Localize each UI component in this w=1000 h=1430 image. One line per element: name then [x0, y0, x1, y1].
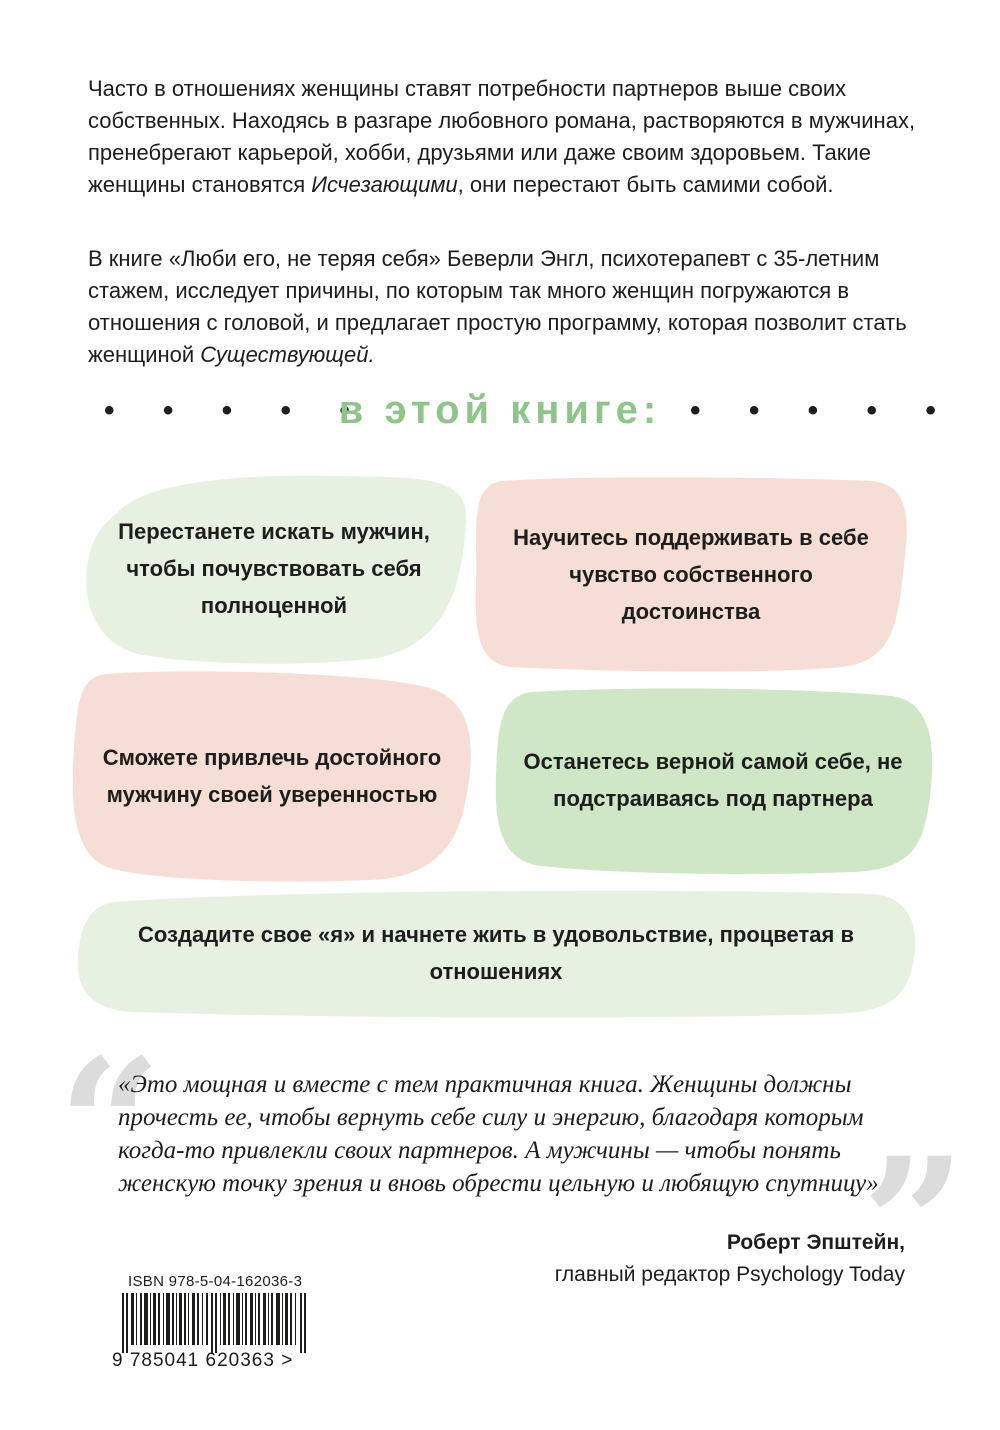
testimonial-quote: «Это мощная и вместе с тем практичная книга. Женщины должны прочесть ее, чтобы вернуть себе силу и энергию, благодаря которым когда-то привлекли своих партнеров. А мужчины — чтобы понять женскую точку зрения и вновь обрести цельную и любящую спутницу».: [118, 1071, 886, 1197]
benefit-card: [492, 686, 934, 874]
section-title: в этой книге:: [338, 388, 662, 432]
quote-attribution: [555, 1227, 905, 1291]
decorative-dots-right: • • • • •: [690, 394, 956, 427]
intro-text: , они перестают быть самими собой.: [457, 172, 834, 197]
benefit-text: Научитесь поддерживать в себе чувство собственного достоинства: [513, 524, 869, 624]
benefit-card: [472, 475, 910, 673]
intro-text: Часто в отношениях женщины ставят потребности партнеров выше своих собственных. Находясь в разгаре любовного романа, растворяются в мужчинах, пренебрегают карьерой, хобби, друзьями или даже своим здоровьем. Такие женщины становятся: [88, 76, 916, 197]
benefit-card: [78, 472, 470, 664]
benefit-text: Сможете привлечь достойного мужчину своей уверенностью: [102, 744, 442, 807]
isbn-label: ISBN 978-5-04-162036-3: [128, 1273, 303, 1290]
barcode-digits: 9 785041 620363 >: [112, 1350, 294, 1371]
intro-paragraph-1: [88, 73, 938, 201]
barcode-icon: [122, 1293, 308, 1353]
close-quote-mark: ”: [862, 1119, 966, 1330]
decorative-dots-left: • • • • •: [104, 394, 370, 427]
benefit-card: [70, 668, 474, 883]
open-quote-mark: “: [58, 1020, 162, 1231]
author-role: главный редактор Psychology Today: [554, 1263, 905, 1286]
benefit-text: Останетесь верной самой себе, не подстраиваясь под партнера: [523, 749, 903, 811]
section-header: [0, 388, 1000, 448]
intro-italic: Исчезающими: [311, 172, 458, 197]
intro-italic: Существующей.: [200, 342, 375, 367]
intro-text: В книге «Люби его, не теряя себя» Беверли Энгл, психотерапевт с 35-летним стажем, исследует причины, по которым так много женщин погружаются в отношения с головой, и предлагает простую программу, которая позволит стать женщиной: [88, 246, 907, 367]
benefit-text: Создадите свое «я» и начнете жить в удовольствие, процветая в отношениях: [138, 922, 854, 984]
benefit-text: Перестанете искать мужчин, чтобы почувствовать себя полноценной: [118, 518, 430, 618]
benefit-card: [74, 888, 918, 1018]
author-name: Роберт Эпштейн,: [726, 1231, 905, 1254]
intro-paragraph-2: [88, 243, 938, 371]
